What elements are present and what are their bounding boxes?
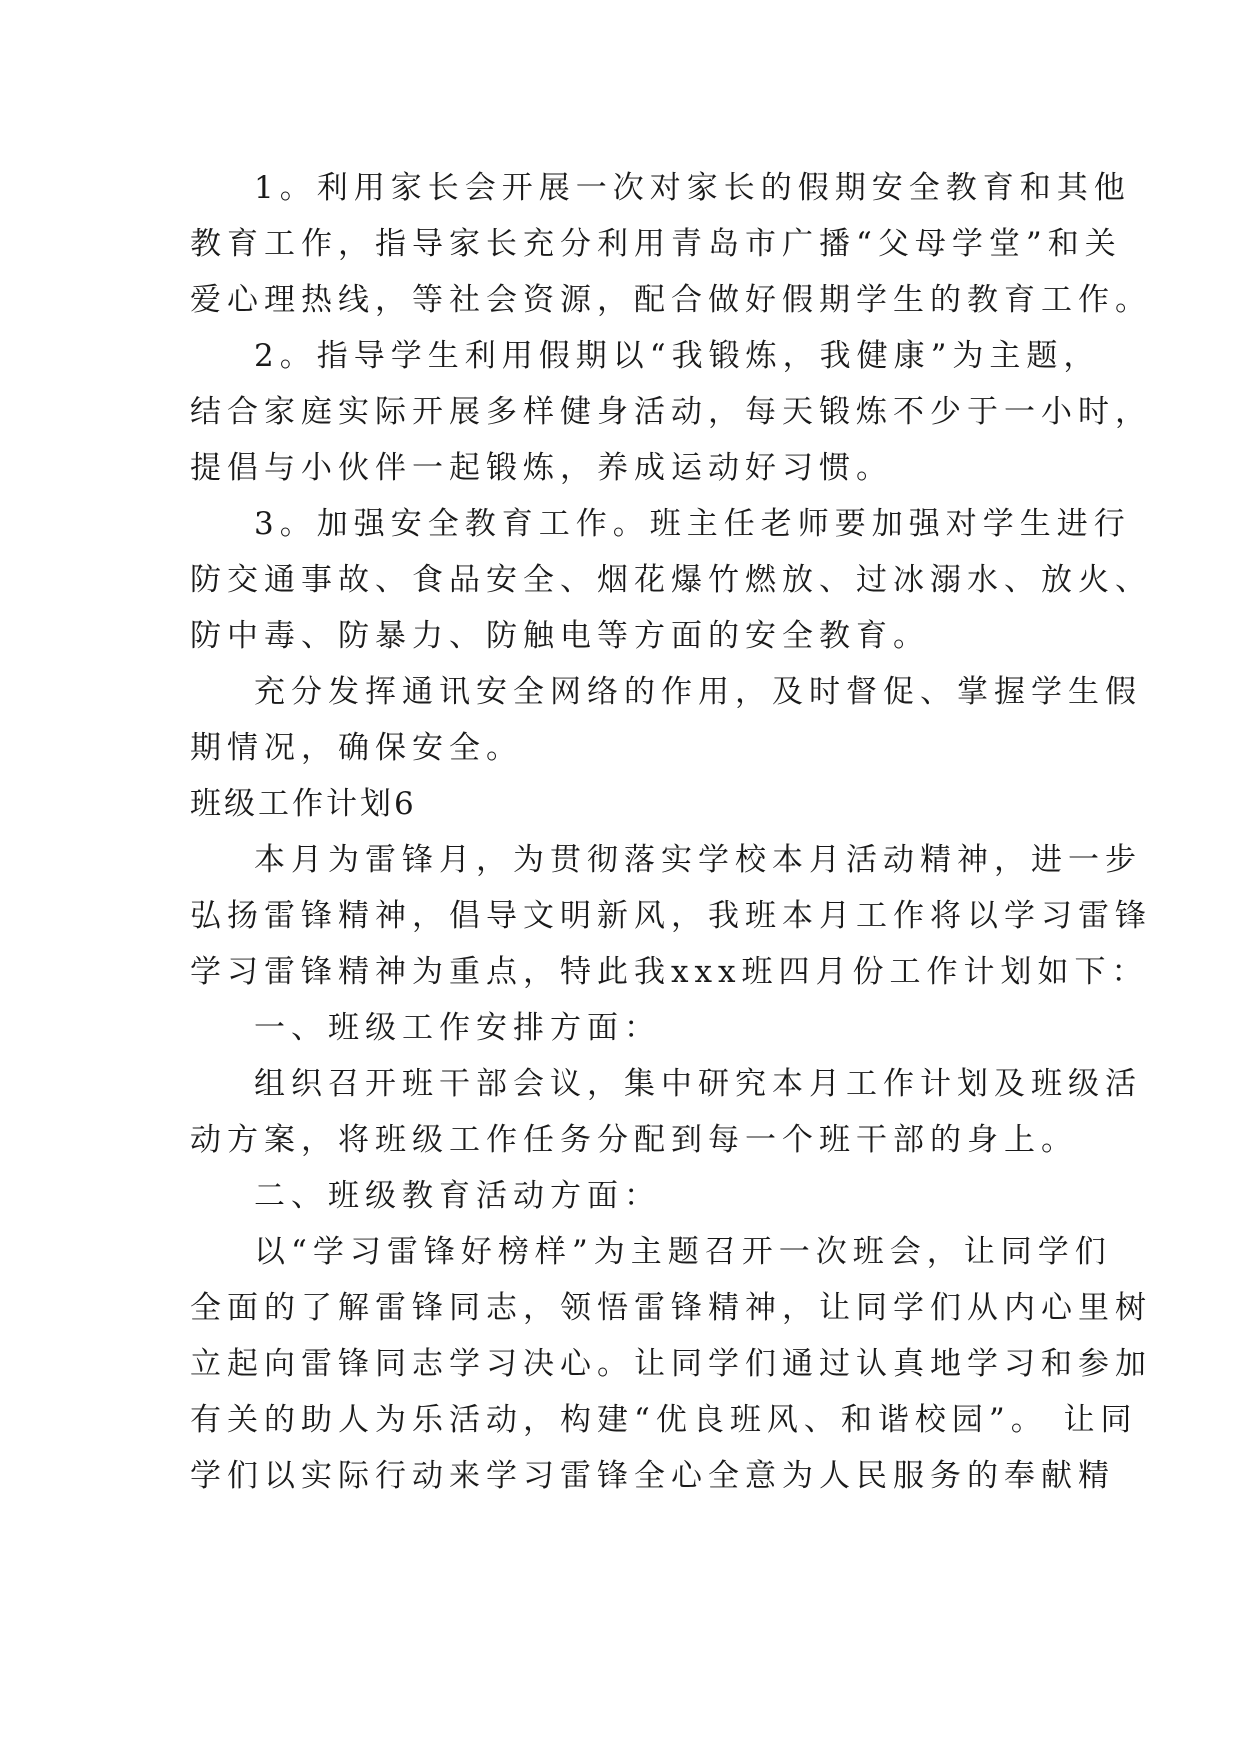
paragraph-line: 弘扬雷锋精神，倡导文明新风，我班本月工作将以学习雷锋 [190,898,1152,934]
paragraph-line: 二、班级教育活动方面： [254,1178,661,1214]
paragraph-line: 教育工作，指导家长充分利用青岛市广播“父母学堂”和关 [190,226,1122,262]
paragraph-line: 防交通事故、食品安全、烟花爆竹燃放、过冰溺水、放火、 [190,562,1152,598]
paragraph-line: 充分发挥通讯安全网络的作用，及时督促、掌握学生假 [254,674,1142,710]
paragraph-line: 全面的了解雷锋同志，领悟雷锋精神，让同学们从内心里树 [190,1290,1152,1326]
paragraph-line: 以“学习雷锋好榜样”为主题召开一次班会，让同学们 [254,1234,1112,1270]
paragraph-line: 防中毒、防暴力、防触电等方面的安全教育。 [190,618,930,654]
paragraph-line: 立起向雷锋同志学习决心。让同学们通过认真地学习和参加 [190,1346,1152,1382]
paragraph-line: 学习雷锋精神为重点，特此我xxx班四月份工作计划如下： [190,954,1149,990]
paragraph-line: 学们以实际行动来学习雷锋全心全意为人民服务的奉献精 [190,1458,1115,1494]
paragraph-line: 组织召开班干部会议，集中研究本月工作计划及班级活 [254,1066,1142,1102]
document-body [190,160,1152,1504]
paragraph-line: 2。指导学生利用假期以“我锻炼，我健康”为主题， [254,338,1101,374]
paragraph-line: 有关的助人为乐活动，构建“优良班风、和谐校园”。 让同 [190,1402,1138,1438]
paragraph-line: 期情况，确保安全。 [190,730,523,766]
paragraph-line: 动方案，将班级工作任务分配到每一个班干部的身上。 [190,1122,1078,1158]
paragraph-line: 3。加强安全教育工作。班主任老师要加强对学生进行 [254,506,1131,542]
paragraph-line: 提倡与小伙伴一起锻炼，养成运动好习惯。 [190,450,893,486]
section-heading: 班级工作计划6 [190,786,417,822]
paragraph-line: 1。利用家长会开展一次对家长的假期安全教育和其他 [254,170,1131,206]
paragraph-line: 本月为雷锋月，为贯彻落实学校本月活动精神，进一步 [254,842,1142,878]
paragraph-line: 爱心理热线，等社会资源，配合做好假期学生的教育工作。 [190,282,1152,318]
paragraph-line: 一、班级工作安排方面： [254,1010,661,1046]
paragraph-line: 结合家庭实际开展多样健身活动，每天锻炼不少于一小时， [190,394,1152,430]
